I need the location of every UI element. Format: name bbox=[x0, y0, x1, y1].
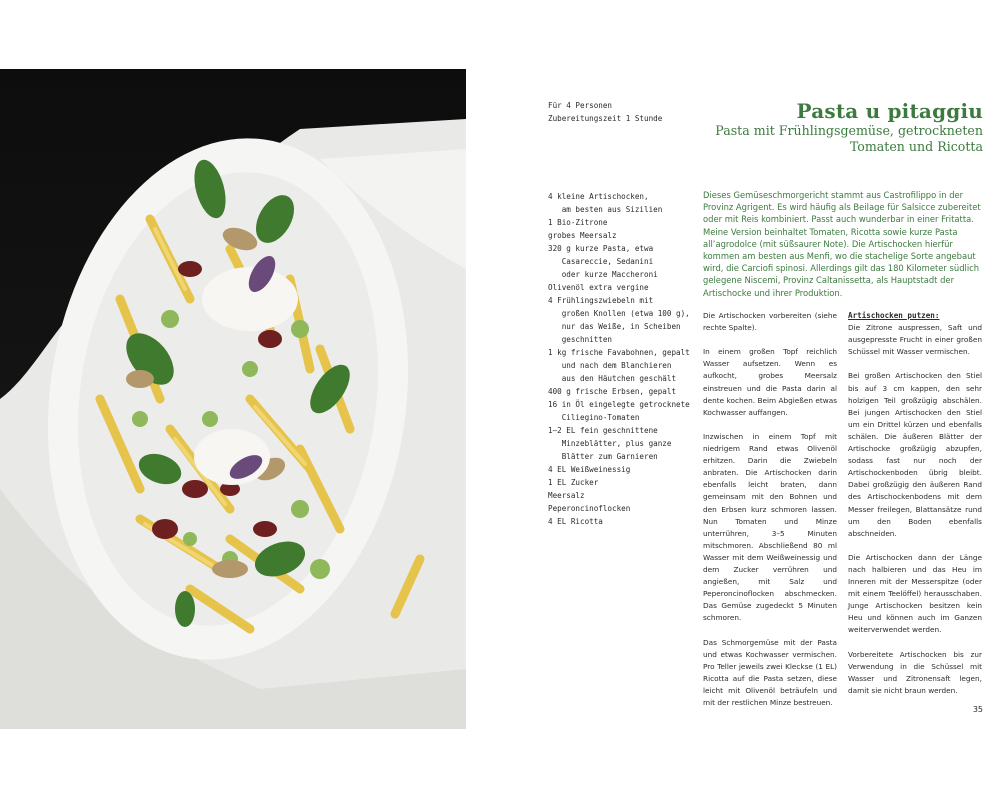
ingredient-line: 320 g kurze Pasta, etwa bbox=[548, 244, 654, 253]
recipe-subtitle: Pasta mit Frühlingsgemüse, getrockneten Tomaten und Ricotta bbox=[715, 123, 983, 154]
ingredient-line: 16 in Öl eingelegte getrocknete bbox=[548, 400, 690, 409]
recipe-title: Pasta u pitaggiu bbox=[796, 99, 983, 123]
ingredient-line: Minzeblätter, plus ganze bbox=[548, 439, 672, 448]
method-paragraph: In einem großen Topf reichlich Wasser aufsetzen. Wenn es aufkocht, grobes Meersalz einstreuen und die Pasta darin al dente kochen. Beim Abgießen etwas Kochwasser auffangen. bbox=[703, 347, 837, 417]
ingredient-line: Olivenöl extra vergine bbox=[548, 283, 649, 292]
ingredient-line: 4 Frühlingszwiebeln mit bbox=[548, 296, 654, 305]
intro-paragraph: Dieses Gemüseschmorgericht stammt aus Castrofilippo in der Provinz Agrigent. Es wird häufig als Beilage für Salsicce zubereitet oder mit Reis kombiniert. Passt auch wunderbar in einer Fritatta. Meine Version beinhaltet Tomaten, Ricotta sowie kurze Pasta all’agrodolce (mit süßsaurer Note). Die Artischocken hierfür kommen am besten aus Menfi, wo die stachelige Sorte angebaut wird, die Carciofi spinosi. Allerdings gilt das 180 Kilometer südlich gelegene Niscemi, Provinz Caltanissetta, als Hauptstadt der Artischocke und ihrer Produktion. bbox=[703, 190, 981, 298]
page-number: 35 bbox=[972, 705, 983, 714]
ingredient-line: 4 kleine Artischocken, bbox=[548, 192, 649, 201]
method-paragraph: Bei großen Artischocken den Stiel bis auf 3 cm kappen, den sehr holzigen Teil großzügig abschälen. Bei jungen Artischocken den Stiel um ein Drittel kürzen und ebenfalls schälen. Die äußeren Blätter der Artischocke großzügig abzupfen, sodass fast nur noch der Artischockenboden übrig bleibt. Dabei großzügig den äußeren Rand des Artischockenbodens mit dem Messer freilegen, Blattansätze rund um den Boden ebenfalls abschneiden. bbox=[848, 371, 982, 538]
ingredient-line: Casareccie, Sedanini bbox=[548, 257, 654, 266]
ingredient-line: 1 kg frische Favabohnen, gepalt bbox=[548, 348, 690, 357]
artichoke-prep-heading: Artischocken putzen: bbox=[848, 311, 940, 320]
ingredient-line: Ciliegino-Tomaten bbox=[548, 413, 640, 422]
ingredient-line: 1–2 EL fein geschnittene bbox=[548, 426, 658, 435]
ingredient-line: grobes Meersalz bbox=[548, 231, 617, 240]
method-paragraph: Inzwischen in einem Topf mit niedrigem Rand etwas Olivenöl erhitzen. Darin die Zwiebeln anbraten. Die Artischocken darin ebenfalls leicht braten, dann gemeinsam mit den Bohnen und den Erbsen kurz schmoren lassen. Nun Tomaten und Minze unterrühren, 3–5 Minuten mitschmoren. Abschließend 80 ml Wasser mit dem Weißweinessig und dem Zucker verrühren und angießen, mit Salz und Peperoncinoflocken abschmecken. Das Gemüse zugedeckt 5 Minuten schmoren. bbox=[703, 431, 837, 623]
ingredient-line: und nach dem Blanchieren bbox=[548, 361, 672, 370]
servings: Für 4 Personen bbox=[548, 101, 613, 110]
ingredient-line: oder kurze Maccheroni bbox=[548, 270, 658, 279]
ingredient-line: geschnitten bbox=[548, 335, 613, 344]
pasta-dish-illustration bbox=[0, 69, 466, 729]
ingredient-line: 4 EL Weißweinessig bbox=[548, 465, 631, 474]
ingredient-line: 1 Bio-Zitrone bbox=[548, 218, 608, 227]
method-paragraph: Die Artischocken vorbereiten (siehe rechte Spalte). bbox=[703, 311, 837, 333]
method-paragraph: Vorbereitete Artischocken bis zur Verwendung in die Schüssel mit Wasser und Zitronensaft legen, damit sie nicht braun werden. bbox=[848, 649, 982, 695]
preparation-time: Zubereitungszeit 1 Stunde bbox=[548, 114, 663, 123]
ingredient-line: Peperoncinoflocken bbox=[548, 504, 631, 513]
ingredient-line: Meersalz bbox=[548, 491, 585, 500]
ingredient-line: 400 g frische Erbsen, gepalt bbox=[548, 387, 677, 396]
ingredients-list bbox=[548, 190, 688, 528]
method-paragraph: Das Schmorgemüse mit der Pasta und etwas Kochwasser vermischen. Pro Teller jeweils zwei Kleckse (1 EL) Ricotta auf die Pasta setzen, diese leicht mit Olivenöl beträufeln und mit der restlichen Minze bestreuen. bbox=[703, 637, 837, 707]
method-paragraph: Die Zitrone auspressen, Saft und ausgepresste Frucht in einer großen Schüssel mit Wasser vermischen. bbox=[848, 323, 982, 357]
method-column-left bbox=[703, 310, 837, 721]
ingredient-line: 4 EL Ricotta bbox=[548, 517, 603, 526]
recipe-meta bbox=[548, 99, 662, 125]
ingredient-line: nur das Weiße, in Scheiben bbox=[548, 322, 681, 331]
ingredient-line: am besten aus Sizilien bbox=[548, 205, 663, 214]
method-column-right bbox=[848, 310, 982, 709]
recipe-photo bbox=[0, 69, 466, 729]
ingredient-line: Blätter zum Garnieren bbox=[548, 452, 658, 461]
ingredient-line: 1 EL Zucker bbox=[548, 478, 599, 487]
method-paragraph: Die Artischocken dann der Länge nach halbieren und das Heu im Inneren mit der Messerspitze (oder mit einem Teelöffel) herausschaben. Junge Artischocken besitzen kein Heu und können auch im Ganzen weiterverwendet werden. bbox=[848, 552, 982, 635]
ingredient-line: aus den Häutchen geschält bbox=[548, 374, 677, 383]
ingredient-line: großen Knollen (etwa 100 g), bbox=[548, 309, 690, 318]
